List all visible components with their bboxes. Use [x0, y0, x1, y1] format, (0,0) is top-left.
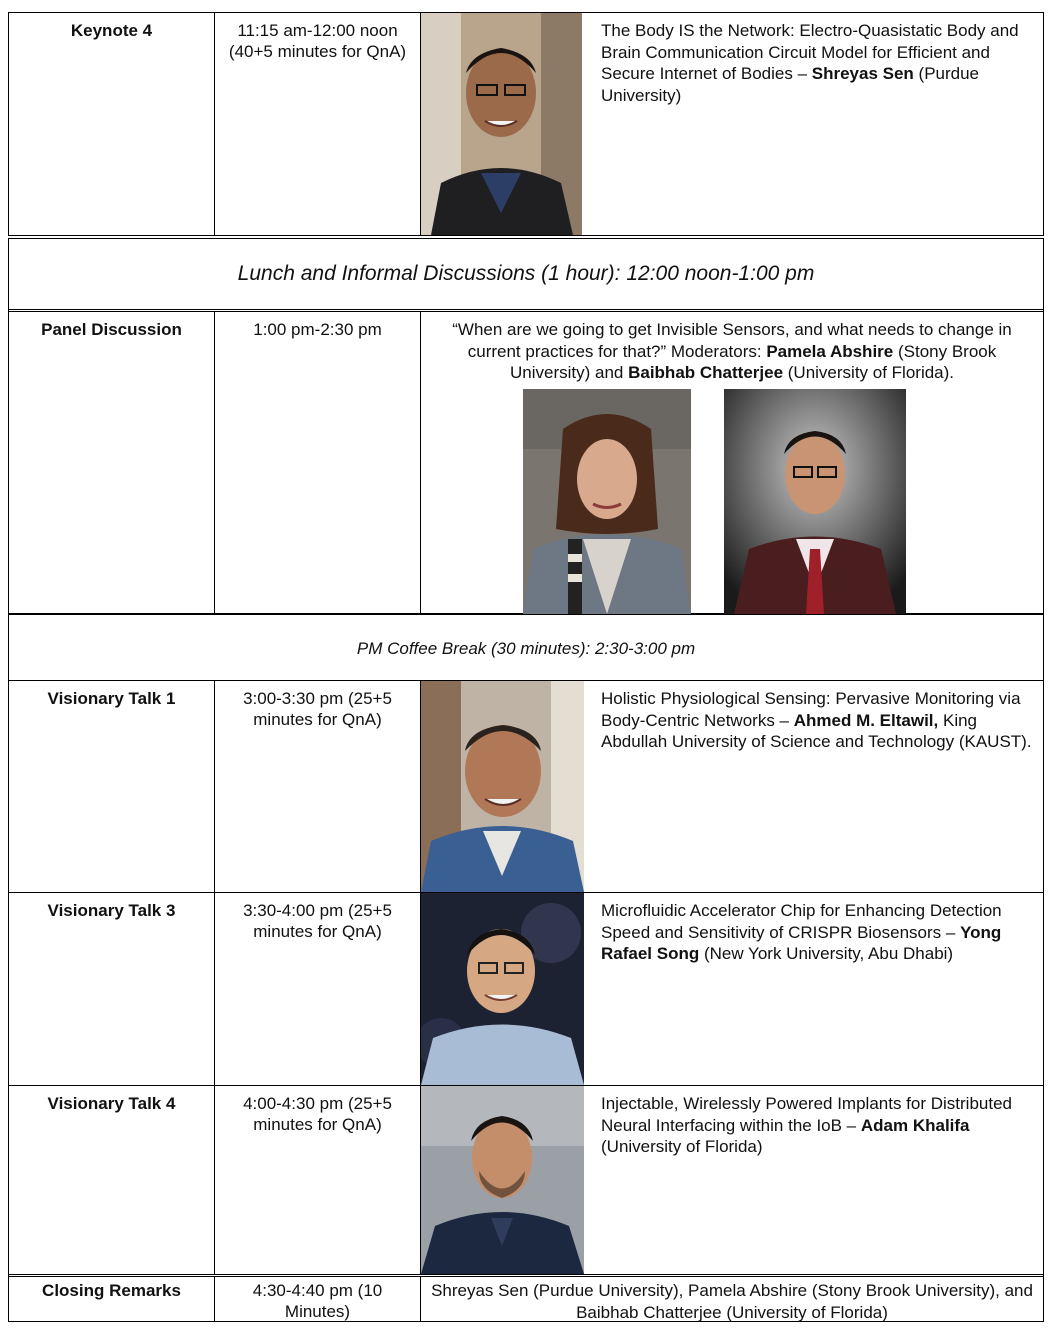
talk-1-time: 3:00-3:30 pm (25+5 minutes for QnA) — [243, 689, 392, 729]
talk-3-time: 3:30-4:00 pm (25+5 minutes for QnA) — [243, 901, 392, 941]
talk-1-description — [595, 681, 1043, 892]
talk-3-speaker: Yong Rafael Song — [601, 922, 1002, 963]
talk-3-affiliation: (New York University, Abu Dhabi) — [699, 944, 954, 963]
moderator-1-affiliation: (Stony Brook University) and — [509, 341, 997, 382]
talk-1-label: Visionary Talk 1 — [47, 689, 176, 708]
keynote-table — [8, 12, 1044, 236]
talk-row-4 — [9, 1086, 1043, 1274]
afternoon-table — [8, 614, 1044, 1322]
closing-row — [9, 1277, 1043, 1321]
talk-3-description — [595, 893, 1043, 1085]
keynote-description — [595, 13, 1043, 235]
coffee-banner: PM Coffee Break (30 minutes): 2:30-3:00 pm — [356, 639, 696, 658]
keynote-label: Keynote 4 — [70, 21, 153, 40]
talk-row-1 — [9, 681, 1043, 892]
talk-row-3 — [9, 893, 1043, 1085]
talk-3-title: Microfluidic Accelerator Chip for Enhancing Detection Speed and Sensitivity of CRISPR Biosensors – — [601, 901, 1002, 942]
talk-4-affiliation: (University of Florida) — [601, 1137, 763, 1156]
panel-time: 1:00 pm-2:30 pm — [253, 320, 382, 339]
lunch-panel-table — [8, 238, 1044, 614]
moderator-photo-baibhab-chatterjee — [724, 389, 906, 614]
talk-1-speaker: Ahmed M. Eltawil, — [793, 710, 939, 730]
moderator-2-affiliation: (University of Florida). — [783, 363, 955, 382]
talk-4-time: 4:00-4:30 pm (25+5 minutes for QnA) — [243, 1094, 392, 1134]
moderator-2: Baibhab Chatterjee — [628, 363, 784, 382]
talk-1-affiliation: King Abdullah University of Science and Technology (KAUST). — [601, 710, 1032, 751]
speaker-photo-shreyas-sen — [421, 13, 582, 235]
keynote-affiliation: (Purdue University) — [601, 64, 980, 105]
closing-label: Closing Remarks — [42, 1281, 181, 1300]
keynote-title: The Body IS the Network: Electro-Quasistatic Body and Brain Communication Circuit Model for Efficient and Secure Internet of Bodies – — [601, 21, 1019, 83]
keynote-speaker: Shreyas Sen — [811, 64, 914, 83]
speaker-photo-ahmed-eltawil — [421, 681, 584, 892]
talk-1-title: Holistic Physiological Sensing: Pervasive Monitoring via Body-Centric Networks – — [601, 689, 1021, 730]
lunch-banner: Lunch and Informal Discussions (1 hour): 12:00 noon-1:00 pm — [237, 262, 815, 285]
closing-time: 4:30-4:40 pm (10 Minutes) — [252, 1281, 383, 1321]
talk-4-speaker: Adam Khalifa — [860, 1115, 970, 1135]
moderator-photo-pamela-abshire — [523, 389, 691, 614]
panel-label: Panel Discussion — [41, 320, 182, 339]
panel-question: “When are we going to get Invisible Sensors, and what needs to change in current practices for that?” Moderators: — [452, 320, 1012, 361]
talk-4-label: Visionary Talk 4 — [47, 1094, 176, 1113]
speaker-photo-yong-rafael-song — [421, 893, 584, 1085]
closing-text: Shreyas Sen (Purdue University), Pamela Abshire (Stony Brook University), and Baibhab Chatterjee (University of Florida) — [431, 1281, 1033, 1322]
talk-4-description — [595, 1086, 1043, 1274]
speaker-photo-adam-khalifa — [421, 1086, 584, 1274]
keynote-time: 11:15 am-12:00 noon (40+5 minutes for QnA) — [228, 21, 407, 61]
moderator-1: Pamela Abshire — [766, 341, 894, 361]
talk-3-label: Visionary Talk 3 — [47, 901, 176, 920]
talk-4-title: Injectable, Wirelessly Powered Implants for Distributed Neural Interfacing within the IoB – — [601, 1094, 1012, 1135]
